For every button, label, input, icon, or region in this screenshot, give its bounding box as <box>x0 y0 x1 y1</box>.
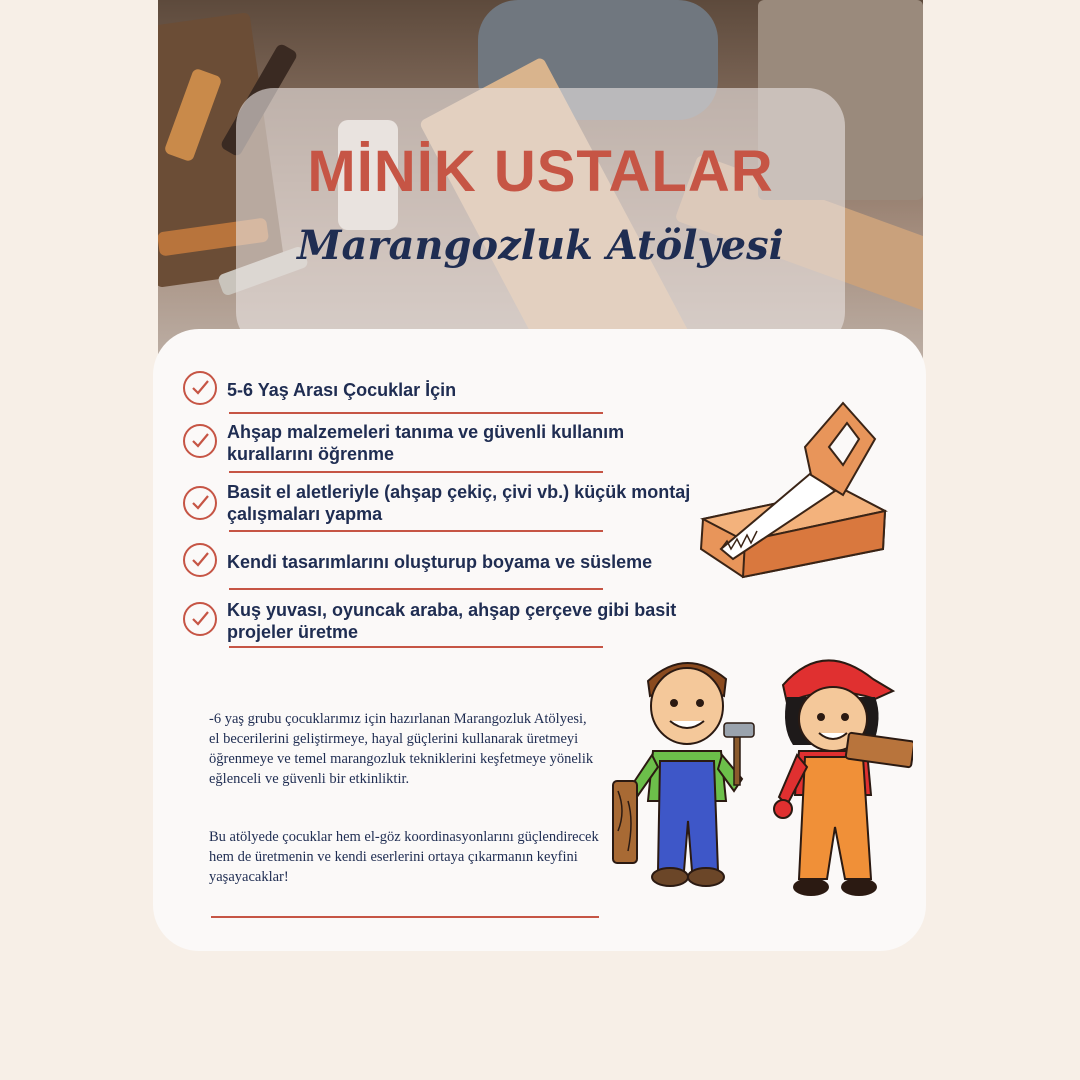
feature-text: Basit el aletleriyle (ahşap çekiç, çivi vb.) küçük montaj çalışmaları yapma <box>227 482 691 524</box>
feature-text: Kuş yuvası, oyuncak araba, ahşap çerçeve gibi basit projeler üretme <box>227 600 677 642</box>
divider <box>229 588 603 590</box>
girl-carpenter-icon <box>763 647 913 909</box>
content-card <box>153 329 926 951</box>
saw-icon <box>693 399 893 579</box>
feature-text: 5-6 Yaş Arası Çocuklar İçin <box>227 380 457 400</box>
description-paragraph-1: -6 yaş grubu çocuklarımız için hazırlanan Marangozluk Atölyesi, el becerilerini geliştirmeye, hayal güçlerini kullanarak üretmeyi öğrenmeye ve temel marangozluk tekniklerini keşfetmeye yönelik eğlenceli ve güvenli bir etkinliktir. <box>209 711 594 787</box>
boy-carpenter-icon <box>608 651 768 896</box>
check-circle-icon <box>183 371 217 405</box>
divider <box>229 412 603 414</box>
check-circle-icon <box>183 543 217 577</box>
page-title: MİNİK USTALAR <box>307 139 774 204</box>
divider <box>229 646 603 648</box>
page-subtitle: Marangozluk Atölyesi <box>297 222 784 269</box>
description-paragraph-2: Bu atölyede çocuklar hem el-göz koordinasyonlarını güçlendirecek hem de üretmenin ve kendi eserlerini ortaya çıkarmanın keyfini yaşayacaklar! <box>209 829 599 885</box>
title-panel <box>236 88 845 350</box>
divider <box>229 530 603 532</box>
feature-text: Kendi tasarımlarını oluşturup boyama ve süsleme <box>227 552 653 572</box>
divider <box>211 916 599 918</box>
feature-text: Ahşap malzemeleri tanıma ve güvenli kullanım kurallarını öğrenme <box>227 422 625 464</box>
check-circle-icon <box>183 486 217 520</box>
divider <box>229 471 603 473</box>
check-circle-icon <box>183 424 217 458</box>
check-circle-icon <box>183 602 217 636</box>
